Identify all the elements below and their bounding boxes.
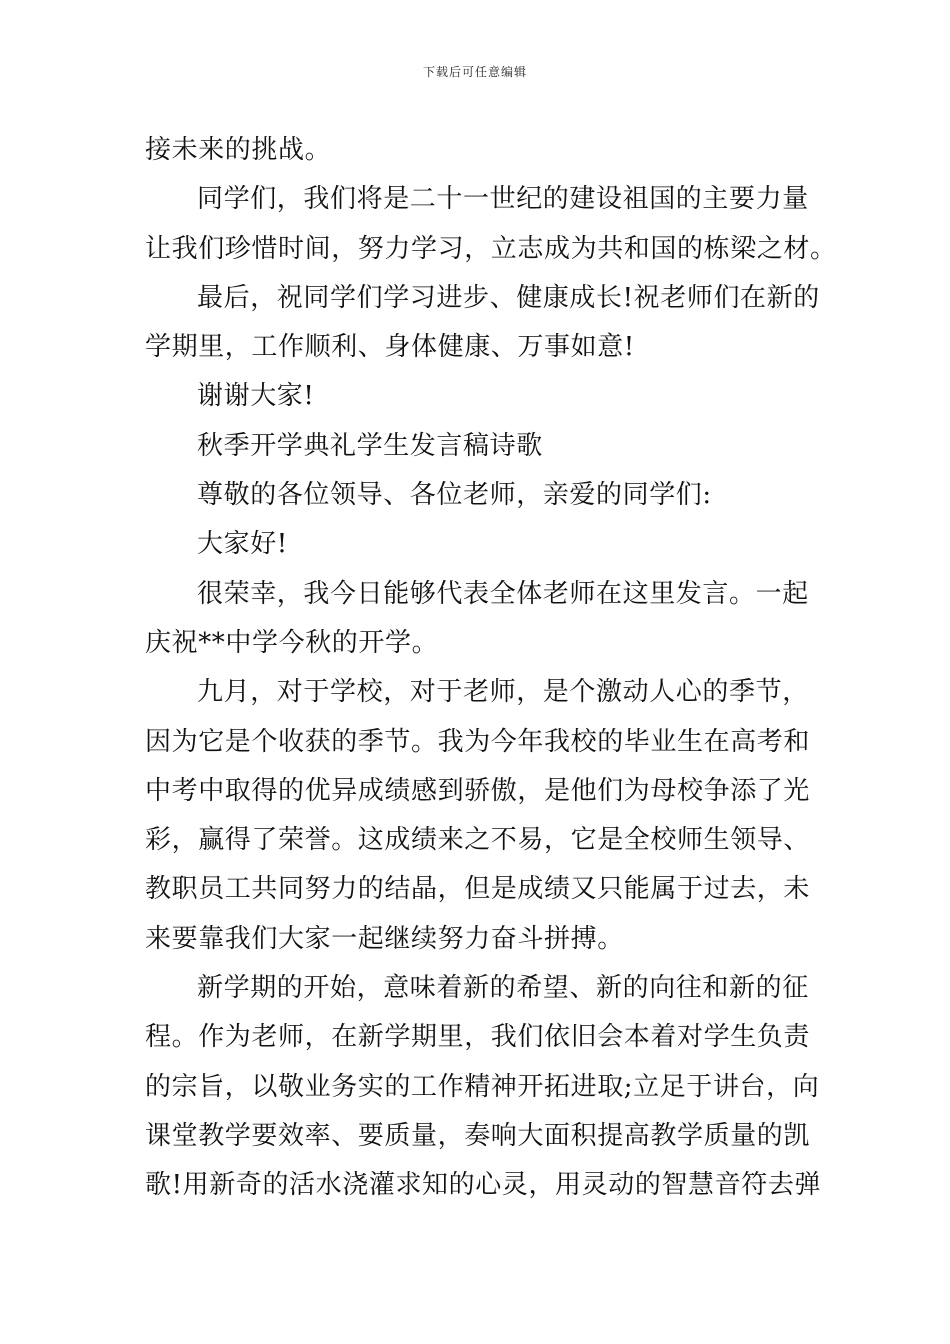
section-title: 秋季开学典礼学生发言稿诗歌 [197,430,543,461]
text-line: 因为它是个收获的季节。我为今年我校的毕业生在高考和 [145,726,811,757]
page-header-note: 下载后可任意编辑 [422,65,527,79]
text-line: 歌!用新奇的活水浇灌求知的心灵，用灵动的智慧音符去弹 [145,1170,822,1201]
text-line: 彩，赢得了荣誉。这成绩来之不易，它是全校师生领导、 [145,825,811,856]
text-line: 教职员工共同努力的结晶，但是成绩又只能属于过去，未 [145,874,811,905]
salutation-line: 尊敬的各位领导、各位老师，亲爱的同学们: [197,480,712,511]
text-line: 最后，祝同学们学习进步、健康成长!祝老师们在新的 [197,282,820,313]
text-line: 程。作为老师，在新学期里，我们依旧会本着对学生负责 [145,1022,811,1053]
text-line: 庆祝**中学今秋的开学。 [145,627,439,658]
text-line: 来要靠我们大家一起继续努力奋斗拼搏。 [145,923,624,954]
text-line: 中考中取得的优异成绩感到骄傲，是他们为母校争添了光 [145,775,811,806]
text-line: 谢谢大家! [197,381,315,412]
text-line: 的宗旨，以敬业务实的工作精神开拓进取;立足于讲台，向 [145,1071,820,1102]
text-line: 新学期的开始，意味着新的希望、新的向往和新的征 [197,973,809,1004]
text-line: 九月，对于学校，对于老师，是个激动人心的季节， [197,677,809,708]
text-line: 很荣幸，我今日能够代表全体老师在这里发言。一起 [197,578,809,609]
text-line: 学期里，工作顺利、身体健康、万事如意! [145,332,635,363]
greeting-line: 大家好! [197,529,288,560]
text-line: 同学们，我们将是二十一世纪的建设祖国的主要力量 [197,184,809,215]
document-body [145,126,837,1211]
text-line: 课堂教学要效率、要质量，奏响大面积提高教学质量的凯 [145,1120,811,1151]
text-line: 接未来的挑战。 [145,135,332,165]
text-line: 让我们珍惜时间，努力学习，立志成为共和国的栋梁之材。 [145,233,837,264]
